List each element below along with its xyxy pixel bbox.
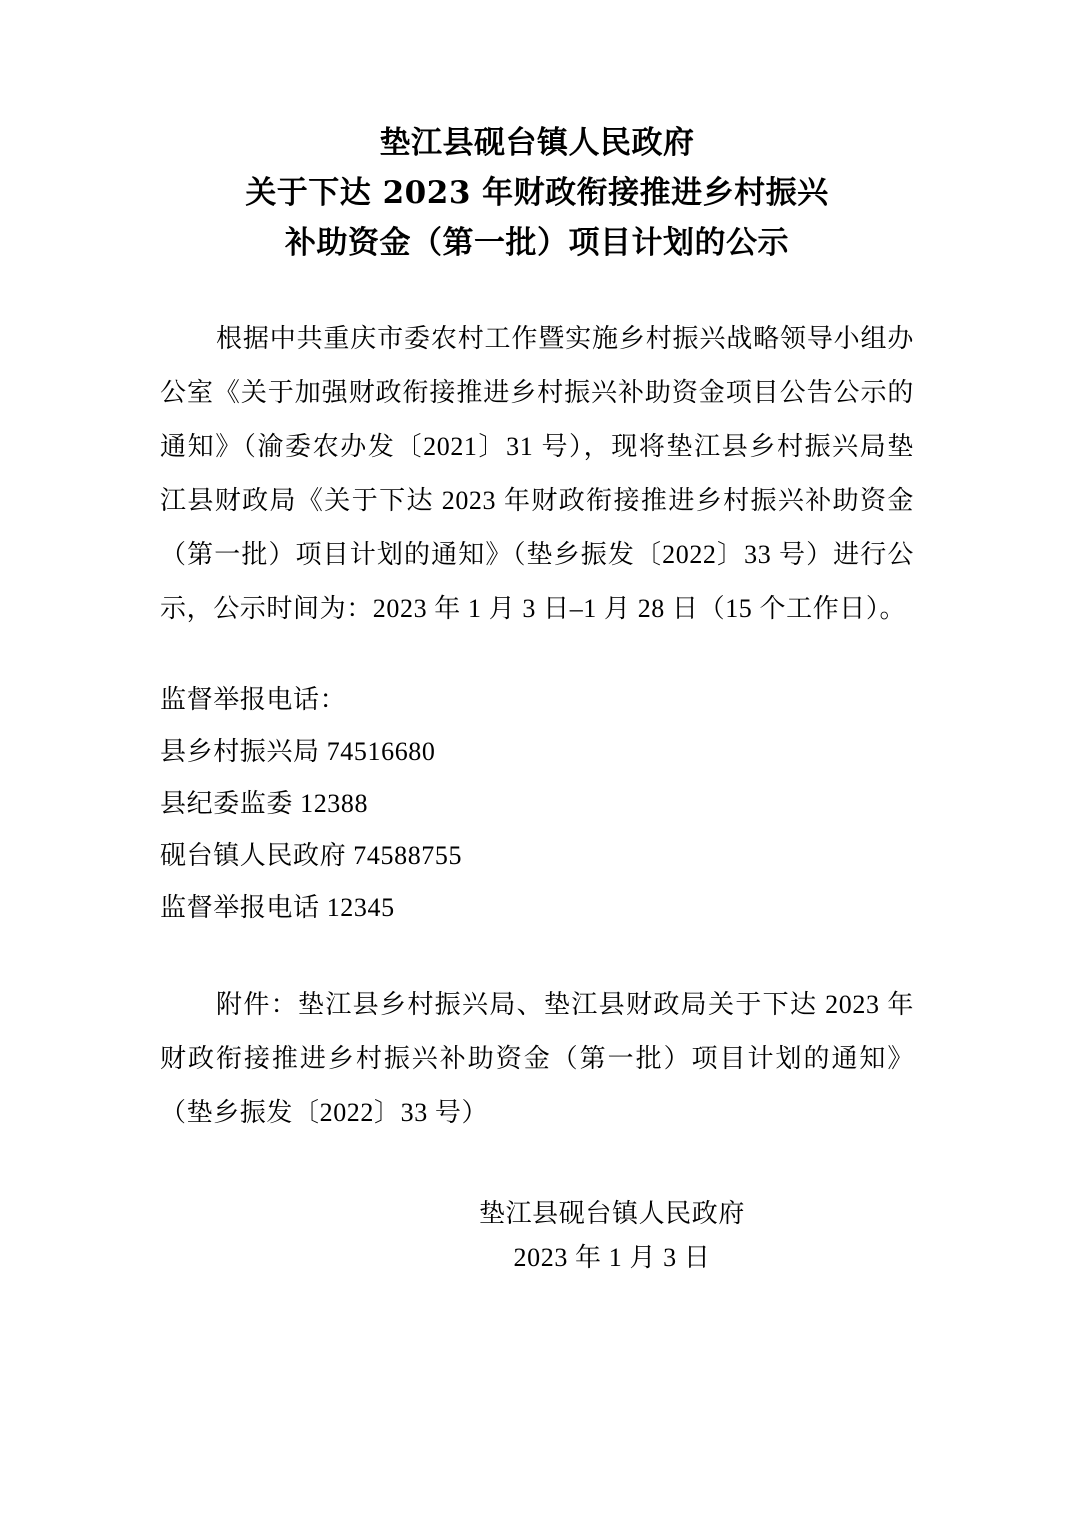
title-line-3: 补助资金（第一批）项目计划的公示 bbox=[285, 225, 789, 261]
attachment-paragraph: 附件：垫江县乡村振兴局、垫江县财政局关于下达 2023 年财政衔接推进乡村振兴补助资金（第一批）项目计划的通知》（垫乡振发〔2022〕33 号） bbox=[160, 990, 914, 1127]
document-body bbox=[160, 312, 914, 636]
signature-date: 2023 年 1 月 3 日 bbox=[513, 1243, 711, 1272]
title-line-1: 垫江县砚台镇人民政府 bbox=[379, 125, 695, 161]
contact-item-discipline-commission: 县纪委监委 12388 bbox=[160, 789, 369, 818]
contact-section bbox=[160, 674, 914, 934]
signature-organization: 垫江县砚台镇人民政府 bbox=[478, 1199, 745, 1228]
contact-item-report-hotline: 监督举报电话 12345 bbox=[160, 893, 395, 922]
attachment-section bbox=[160, 978, 914, 1140]
document-title bbox=[160, 0, 914, 268]
contact-item-town-government: 砚台镇人民政府 74588755 bbox=[160, 841, 463, 870]
contact-item-rural-revitalization-bureau: 县乡村振兴局 74516680 bbox=[160, 737, 436, 766]
title-line-2: 关于下达 2023 年财政衔接推进乡村振兴 bbox=[245, 175, 829, 211]
signature-section bbox=[160, 1192, 914, 1280]
main-paragraph: 根据中共重庆市委农村工作暨实施乡村振兴战略领导小组办公室《关于加强财政衔接推进乡村振兴补助资金项目公告公示的通知》（渝委农办发〔2021〕31 号），现将垫江县乡村振兴局垫江县财政局《关于下达 2023 年财政衔接推进乡村振兴补助资金（第一批）项目计划的通知》（垫乡振发〔2022〕33 号）进行公示，公示时间为：2023 年 1 月 3 日–1 月 28 日（15 个工作日）。 bbox=[160, 324, 914, 623]
contact-heading: 监督举报电话： bbox=[160, 685, 347, 714]
